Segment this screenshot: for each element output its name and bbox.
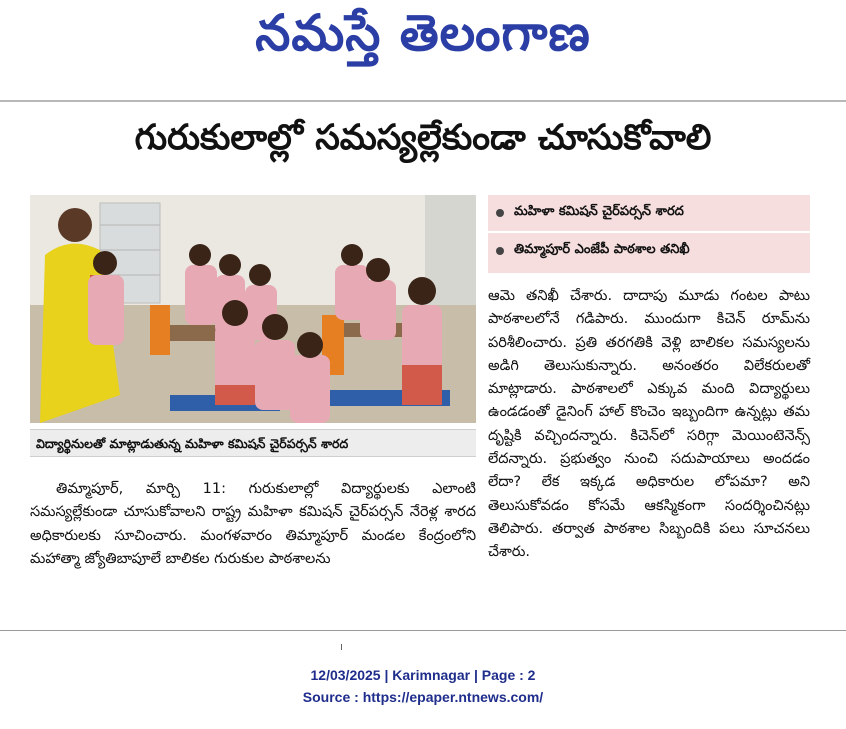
bottom-divider [0, 630, 846, 631]
bullet-icon [496, 209, 504, 217]
photo-caption: విద్యార్థినులతో మాట్లాడుతున్న మహిళా కమిషన్ చైర్‌పర్సన్ శారద [30, 429, 476, 457]
source-link[interactable]: Source : https://epaper.ntnews.com/ [302, 689, 544, 705]
highlight-text: మహిళా కమిషన్ చైర్‌పర్సన్ శారద [514, 204, 684, 219]
article-photo [30, 195, 476, 423]
highlight-item [488, 231, 810, 269]
edition-footer [0, 664, 846, 708]
classroom-photo [30, 195, 476, 423]
divider-tick [341, 644, 342, 650]
article-body-right-column [488, 285, 810, 565]
masthead [0, 0, 846, 78]
bullet-icon [496, 247, 504, 255]
body-paragraph: తిమ్మాపూర్, మార్చి 11: గురుకులాల్లో విద్యార్థులకు ఎలాంటి సమస్యల్లేకుండా చూసుకోవాలని రాష్ట్ర మహిళా కమిషన్ చైర్‌పర్సన్ నేరెళ్ల శారద అధికారులకు సూచించారు. మంగళవారం తిమ్మాపూర్ మండల కేంద్రంలోని మహాత్మా జ్యోతిబాపూలే బాలికల గురుకుల పాఠశాలను [30, 481, 476, 567]
body-paragraph: ఆమె తనిఖీ చేశారు. దాదాపు మూడు గంటల పాటు పాఠశాలలోనే గడిపారు. ముందుగా కిచెన్ రూమ్‌ను పరిశీలించారు. ప్రతి తరగతికి వెళ్లి బాలికల సమస్యలను అడిగి తెలుసుకున్నారు. అనంతరం విలేకరులతో మాట్లాడారు. పాఠశాలలో ఎక్కువ మంది విద్యార్థులు ఉండడంతో డైనింగ్ హాల్ కొంచెం ఇబ్బందిగా ఉన్నట్లు తమ దృష్టికి వచ్చిందన్నారు. కిచెన్‌లో సరిగ్గా మెయింటెనెన్స్ లేదన్నారు. ప్రభుత్వం నుంచి సదుపాయాలు అందడం లేదా? లేక ఇక్కడ అధికారుల లోపమా? అని తెలుసుకోవడం కోసమే ఆకస్మికంగా సందర్శించినట్లు తెలిపారు. తర్వాత పాఠశాల సిబ్బందికి పలు సూచనలు చేశారు. [488, 288, 810, 561]
highlight-text: తిమ్మాపూర్ ఎంజేపీ పాఠశాల తనిఖీ [514, 242, 690, 257]
newspaper-logo: నమస్తే తెలంగాణ [255, 3, 591, 62]
article-body-left-column [30, 478, 476, 571]
highlights-box [488, 195, 810, 273]
highlight-item [488, 195, 810, 231]
top-divider [0, 100, 846, 102]
edition-info: 12/03/2025 | Karimnagar | Page : 2 [310, 667, 536, 683]
article-headline: గురుకులాల్లో సమస్యల్లేకుండా చూసుకోవాలి [134, 118, 712, 158]
